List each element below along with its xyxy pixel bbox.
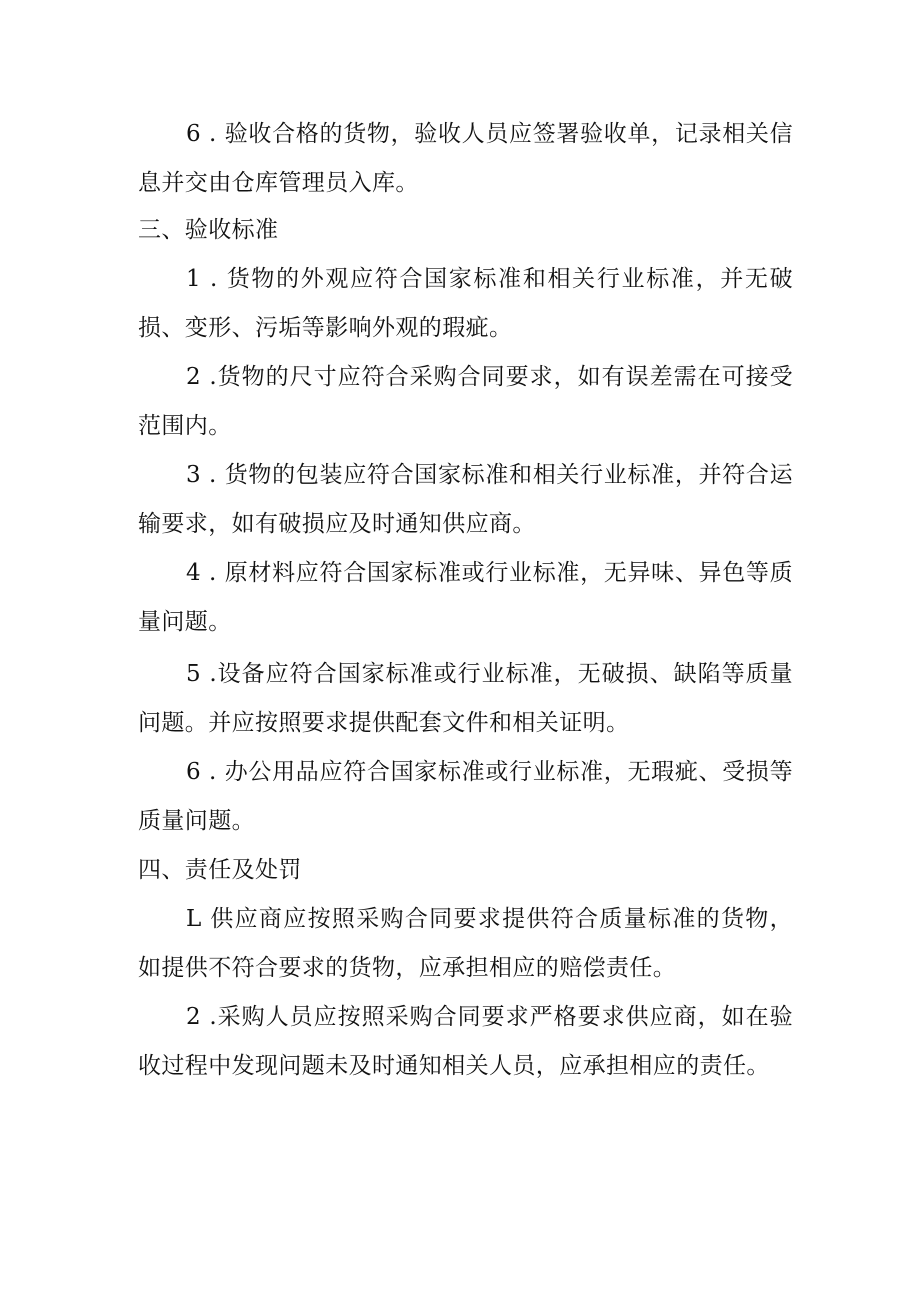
acceptance-item-6: 6 . 验收合格的货物，验收人员应签署验收单，记录相关信息并交由仓库管理员入库。 bbox=[138, 121, 793, 196]
standard-item-6: 6 . 办公用品应符合国家标准或行业标准，无瑕疵、受损等质量问题。 bbox=[138, 759, 793, 834]
standard-item-3: 3 . 货物的包装应符合国家标准和相关行业标准，并符合运输要求，如有破损应及时通知供应商。 bbox=[138, 462, 793, 537]
responsibility-item-2: 2 .采购人员应按照采购合同要求严格要求供应商，如在验收过程中发现问题未及时通知相关人员，应承担相应的责任。 bbox=[138, 1004, 793, 1079]
section-heading-acceptance-standards: 三、验收标准 bbox=[138, 217, 279, 243]
responsibility-item-1: L 供应商应按照采购合同要求提供符合质量标准的货物，如提供不符合要求的货物，应承担相应的赔偿责任。 bbox=[138, 906, 793, 981]
standard-item-5: 5 .设备应符合国家标准或行业标准，无破损、缺陷等质量问题。并应按照要求提供配套文件和相关证明。 bbox=[138, 661, 793, 736]
standard-item-4: 4 . 原材料应符合国家标准或行业标准，无异味、异色等质量问题。 bbox=[138, 560, 793, 635]
standard-item-2: 2 .货物的尺寸应符合采购合同要求，如有误差需在可接受范围内。 bbox=[138, 364, 793, 439]
standard-item-1: 1 . 货物的外观应符合国家标准和相关行业标准，并无破损、变形、污垢等影响外观的瑕疵。 bbox=[138, 266, 793, 341]
section-heading-responsibility-penalty: 四、责任及处罚 bbox=[138, 857, 302, 883]
